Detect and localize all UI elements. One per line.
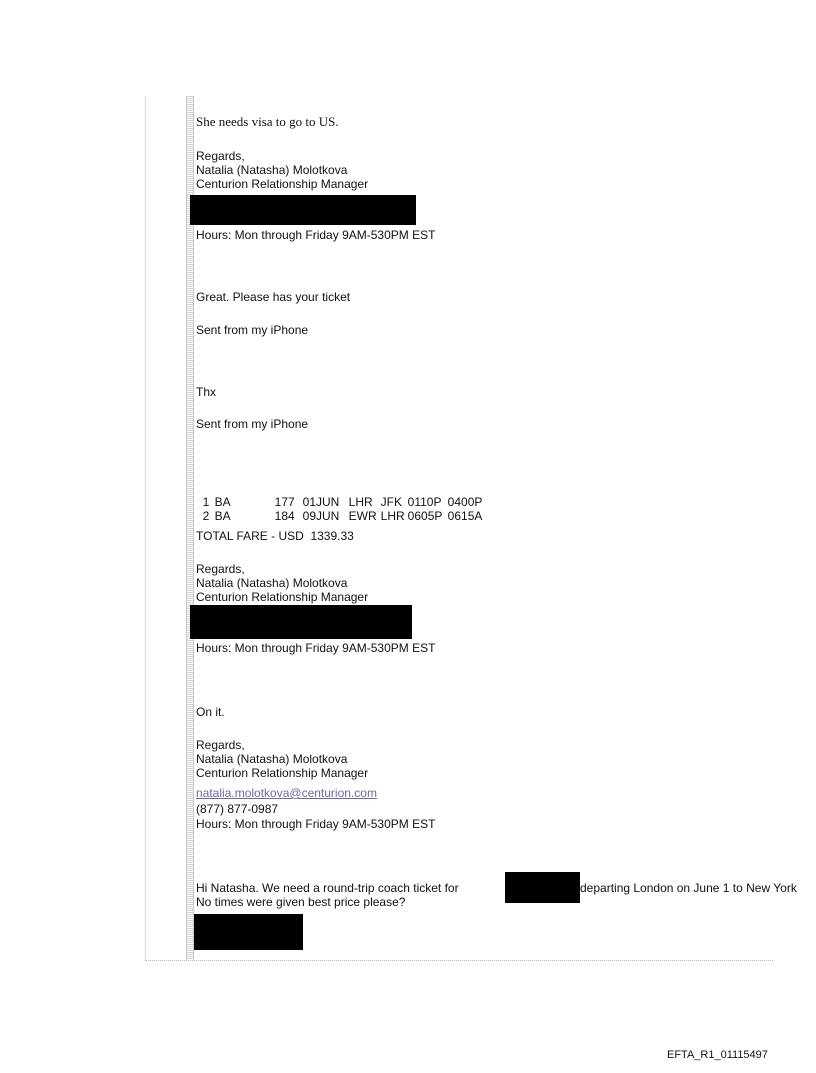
message-body: Great. Please has your ticket	[196, 290, 351, 304]
document-id: EFTA_R1_01115497	[667, 1049, 768, 1061]
flight-carrier: BA	[214, 509, 231, 523]
quote-bar	[186, 96, 194, 960]
flight-date: 01JUN	[302, 495, 340, 509]
signature-regards: Regards,	[196, 149, 245, 163]
message-body-line2: No times were given best price please?	[196, 895, 406, 909]
sent-from-line: Sent from my iPhone	[196, 417, 309, 431]
signature-hours: Hours: Mon through Friday 9AM-530PM EST	[196, 817, 436, 831]
message-body-part-b: departing London on June 1 to New York	[580, 881, 797, 895]
flight-number: 184	[274, 509, 295, 523]
flight-carrier: BA	[214, 495, 231, 509]
signature-regards: Regards,	[196, 738, 245, 752]
flight-seq: 2	[202, 509, 210, 523]
sent-from-line: Sent from my iPhone	[196, 323, 309, 337]
signature-name: Natalia (Natasha) Molotkova	[196, 752, 348, 766]
flight-destination: LHR	[380, 509, 405, 523]
redaction-block	[194, 914, 303, 950]
flight-date: 09JUN	[302, 509, 340, 523]
signature-email-link[interactable]: natalia.molotkova@centurion.com	[196, 786, 377, 800]
flight-destination: JFK	[380, 495, 403, 509]
message-body-part-a: Hi Natasha. We need a round-trip coach ticket for	[196, 881, 459, 895]
signature-name: Natalia (Natasha) Molotkova	[196, 163, 348, 177]
flight-origin: EWR	[348, 509, 377, 523]
signature-phone: (877) 877-0987	[196, 802, 279, 816]
flight-departure: 0110P	[407, 495, 442, 509]
redaction-block	[505, 872, 580, 903]
flight-departure: 0605P	[407, 509, 443, 523]
signature-hours: Hours: Mon through Friday 9AM-530PM EST	[196, 641, 436, 655]
message-body: She needs visa to go to US.	[196, 114, 339, 129]
flight-row	[196, 495, 482, 523]
flight-seq: 1	[202, 495, 210, 509]
redaction-block	[190, 605, 412, 639]
message-body: Thx	[196, 385, 217, 399]
message-body: On it.	[196, 705, 225, 719]
signature-regards: Regards,	[196, 562, 245, 576]
total-fare: TOTAL FARE - USD 1339.33	[196, 529, 354, 543]
redaction-block	[190, 195, 416, 225]
signature-title: Centurion Relationship Manager	[196, 766, 369, 780]
signature-title: Centurion Relationship Manager	[196, 177, 369, 191]
flight-origin: LHR	[348, 495, 373, 509]
signature-name: Natalia (Natasha) Molotkova	[196, 576, 348, 590]
flight-number: 177	[274, 495, 295, 509]
signature-hours: Hours: Mon through Friday 9AM-530PM EST	[196, 228, 436, 242]
flight-arrival: 0400P	[447, 495, 483, 509]
flight-arrival: 0615A	[447, 509, 483, 523]
signature-title: Centurion Relationship Manager	[196, 590, 369, 604]
